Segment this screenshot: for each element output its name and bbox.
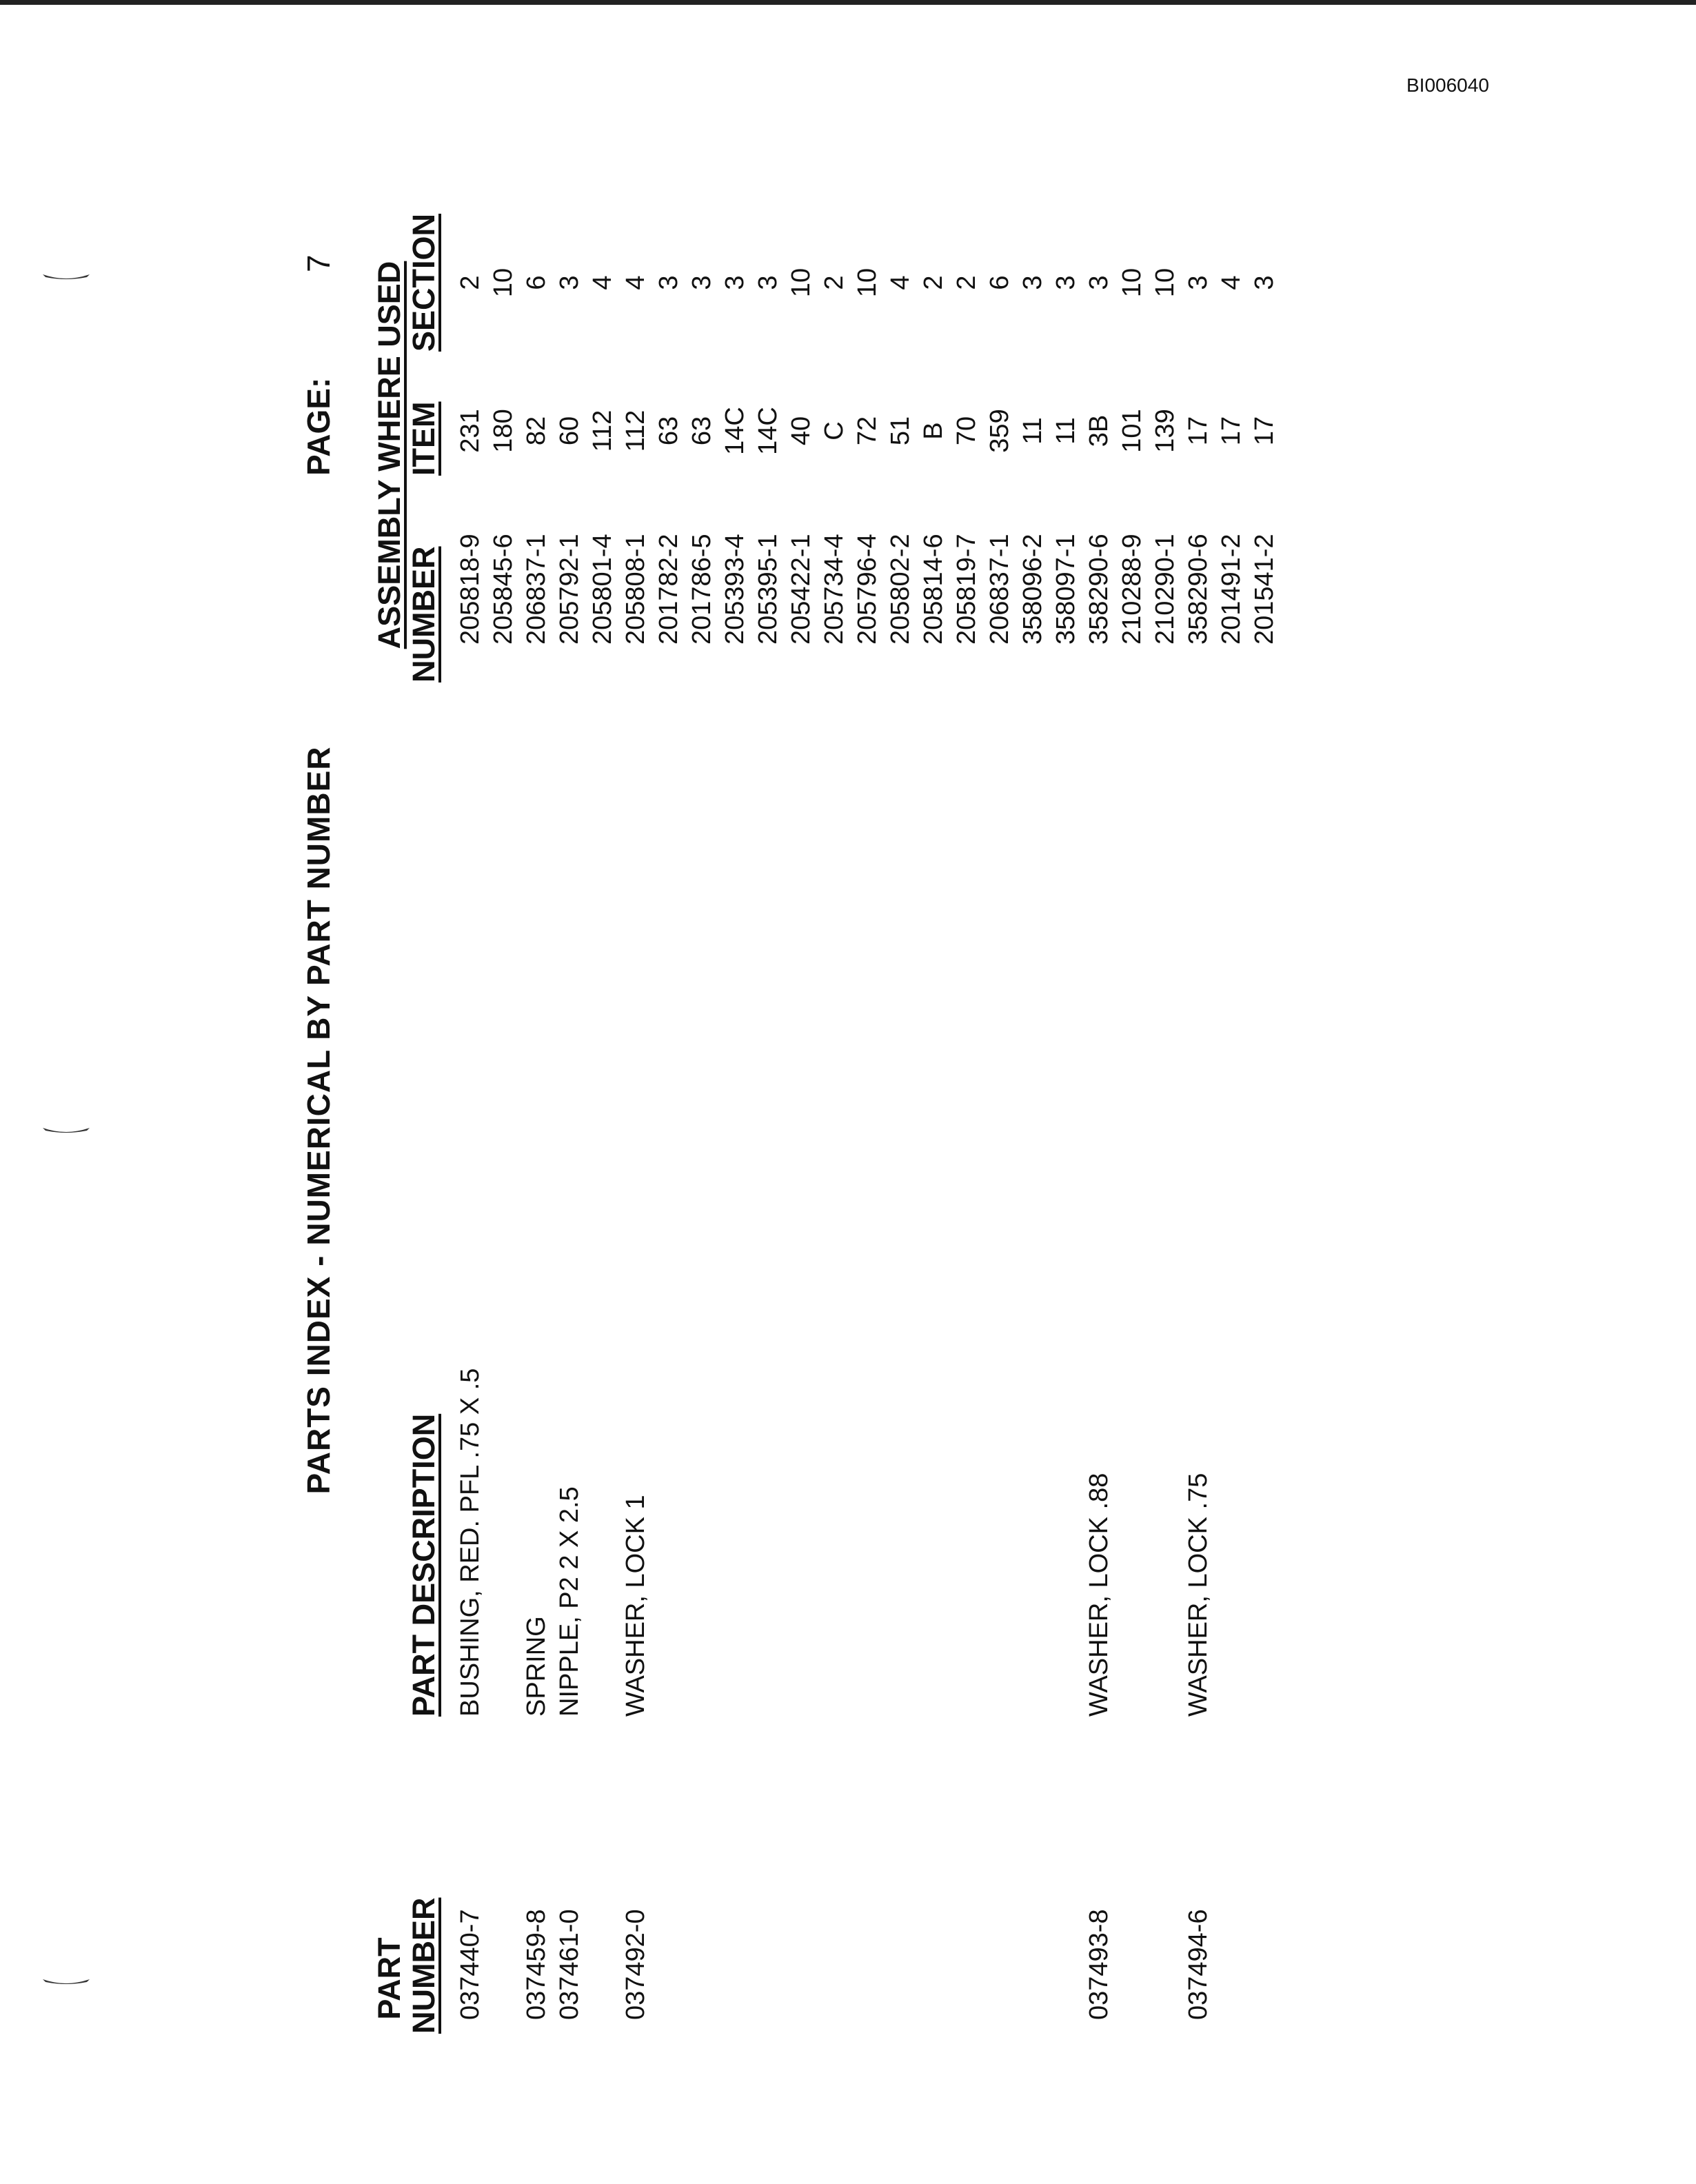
assembly-item-cell: C: [820, 421, 849, 441]
assembly-number-cell: 358097-1: [1051, 534, 1080, 645]
assembly-number-cell: 206837-1: [985, 534, 1014, 645]
assembly-item-cell: 11: [1051, 417, 1080, 445]
header-assembly-section: SECTION: [406, 213, 441, 352]
assembly-section-cell: 10: [787, 267, 816, 298]
assembly-number-cell: 201782-2: [654, 534, 683, 645]
assembly-section-cell: 3: [555, 275, 584, 290]
assembly-item-cell: 40: [787, 416, 816, 446]
assembly-number-cell: 205796-4: [853, 534, 882, 645]
assembly-number-cell: 201786-5: [687, 534, 716, 645]
assembly-number-cell: 205395-1: [754, 534, 783, 645]
rotated-page-content: [301, 207, 1282, 2034]
assembly-section-cell: 6: [985, 275, 1014, 290]
assembly-item-cell: 72: [853, 416, 882, 446]
part-description-cell: NIPPLE, P2 2 X 2.5: [555, 1486, 584, 1717]
assembly-number-cell: 201541-2: [1250, 534, 1279, 645]
assembly-section-cell: 2: [952, 275, 981, 290]
assembly-item-cell: 14C: [720, 407, 749, 455]
assembly-section-cell: 3: [1184, 275, 1213, 290]
assembly-item-cell: 3B: [1084, 414, 1113, 447]
assembly-section-cell: 3: [1018, 275, 1047, 290]
scan-top-edge: [0, 0, 1696, 5]
header-assembly-item: ITEM: [406, 401, 441, 476]
page-label: PAGE:: [301, 377, 336, 476]
assembly-section-cell: 3: [720, 275, 749, 290]
assembly-item-cell: 112: [621, 410, 650, 452]
assembly-number-cell: 205734-4: [820, 534, 849, 645]
assembly-section-cell: 4: [621, 275, 650, 290]
page-number: 7: [301, 254, 336, 272]
part-description-cell: BUSHING, RED. PFL .75 X .5: [456, 1368, 485, 1717]
assembly-number-cell: 358290-6: [1184, 534, 1213, 645]
assembly-number-cell: 358290-6: [1084, 534, 1113, 645]
punch-hole-mark: [41, 270, 91, 281]
part-number-cell: 037493-8: [1084, 1909, 1113, 2020]
assembly-section-cell: 4: [588, 275, 617, 290]
assembly-number-cell: 205792-1: [555, 534, 584, 645]
assembly-number-cell: 205802-2: [886, 534, 915, 645]
assembly-item-cell: 17: [1217, 416, 1246, 446]
assembly-section-cell: 2: [919, 275, 948, 290]
assembly-section-cell: 3: [654, 275, 683, 290]
header-part: PART: [372, 1937, 407, 2020]
assembly-item-cell: 231: [456, 409, 485, 453]
assembly-item-cell: 17: [1250, 416, 1279, 446]
assembly-item-cell: 11: [1018, 417, 1047, 445]
header-part-number: NUMBER: [406, 1897, 441, 2034]
assembly-number-cell: 205393-4: [720, 534, 749, 645]
assembly-item-cell: 139: [1151, 409, 1180, 453]
part-number-cell: 037461-0: [555, 1909, 584, 2020]
assembly-section-cell: 4: [1217, 275, 1246, 290]
assembly-item-cell: 51: [886, 416, 915, 446]
part-number-cell: 037459-8: [522, 1909, 551, 2020]
assembly-number-cell: 210290-1: [1151, 534, 1180, 645]
part-description-cell: WASHER, LOCK .75: [1184, 1473, 1213, 1717]
part-number-cell: 037492-0: [621, 1909, 650, 2020]
assembly-section-cell: 6: [522, 275, 551, 290]
assembly-section-cell: 3: [687, 275, 716, 290]
assembly-item-cell: 70: [952, 416, 981, 446]
assembly-section-cell: 3: [1084, 275, 1113, 290]
part-description-cell: SPRING: [522, 1616, 551, 1717]
assembly-item-cell: 101: [1118, 409, 1147, 453]
assembly-section-cell: 2: [820, 275, 849, 290]
part-description-cell: WASHER, LOCK .88: [1084, 1473, 1113, 1717]
assembly-section-cell: 3: [754, 275, 783, 290]
assembly-section-cell: 10: [489, 267, 518, 298]
assembly-section-cell: 4: [886, 275, 915, 290]
document-id: BI006040: [1406, 74, 1489, 96]
assembly-number-cell: 358096-2: [1018, 534, 1047, 645]
assembly-section-cell: 2: [456, 275, 485, 290]
assembly-number-cell: 201491-2: [1217, 534, 1246, 645]
assembly-number-cell: 205808-1: [621, 534, 650, 645]
assembly-item-cell: 17: [1184, 416, 1213, 446]
assembly-number-cell: 205801-4: [588, 534, 617, 645]
assembly-item-cell: 14C: [754, 407, 783, 455]
assembly-item-cell: 359: [985, 409, 1014, 453]
page-title: PARTS INDEX - NUMERICAL BY PART NUMBER: [301, 746, 336, 1495]
assembly-item-cell: 82: [522, 416, 551, 446]
assembly-number-cell: 205814-6: [919, 534, 948, 645]
assembly-section-cell: 10: [853, 267, 882, 298]
assembly-section-cell: 3: [1250, 275, 1279, 290]
assembly-section-cell: 10: [1151, 267, 1180, 298]
punch-hole-mark: [41, 1975, 91, 1986]
assembly-item-cell: 180: [489, 409, 518, 453]
header-part-description: PART DESCRIPTION: [406, 1413, 441, 1717]
part-description-cell: WASHER, LOCK 1: [621, 1495, 650, 1717]
assembly-number-cell: 205818-9: [456, 534, 485, 645]
assembly-item-cell: 112: [588, 410, 617, 452]
assembly-number-cell: 210288-9: [1118, 534, 1147, 645]
assembly-number-cell: 205819-7: [952, 534, 981, 645]
assembly-item-cell: 63: [687, 416, 716, 446]
header-assembly-where-used: ASSEMBLY WHERE USED: [372, 261, 407, 649]
punch-hole-mark: [41, 1124, 91, 1135]
assembly-item-cell: 60: [555, 416, 584, 446]
assembly-number-cell: 205845-6: [489, 534, 518, 645]
assembly-section-cell: 10: [1118, 267, 1147, 298]
assembly-number-cell: 206837-1: [522, 534, 551, 645]
part-number-cell: 037494-6: [1184, 1909, 1213, 2020]
part-number-cell: 037440-7: [456, 1909, 485, 2020]
header-assembly-number: NUMBER: [406, 546, 441, 682]
assembly-item-cell: 63: [654, 416, 683, 446]
assembly-item-cell: B: [919, 422, 948, 440]
assembly-number-cell: 205422-1: [787, 534, 816, 645]
assembly-section-cell: 3: [1051, 275, 1080, 290]
